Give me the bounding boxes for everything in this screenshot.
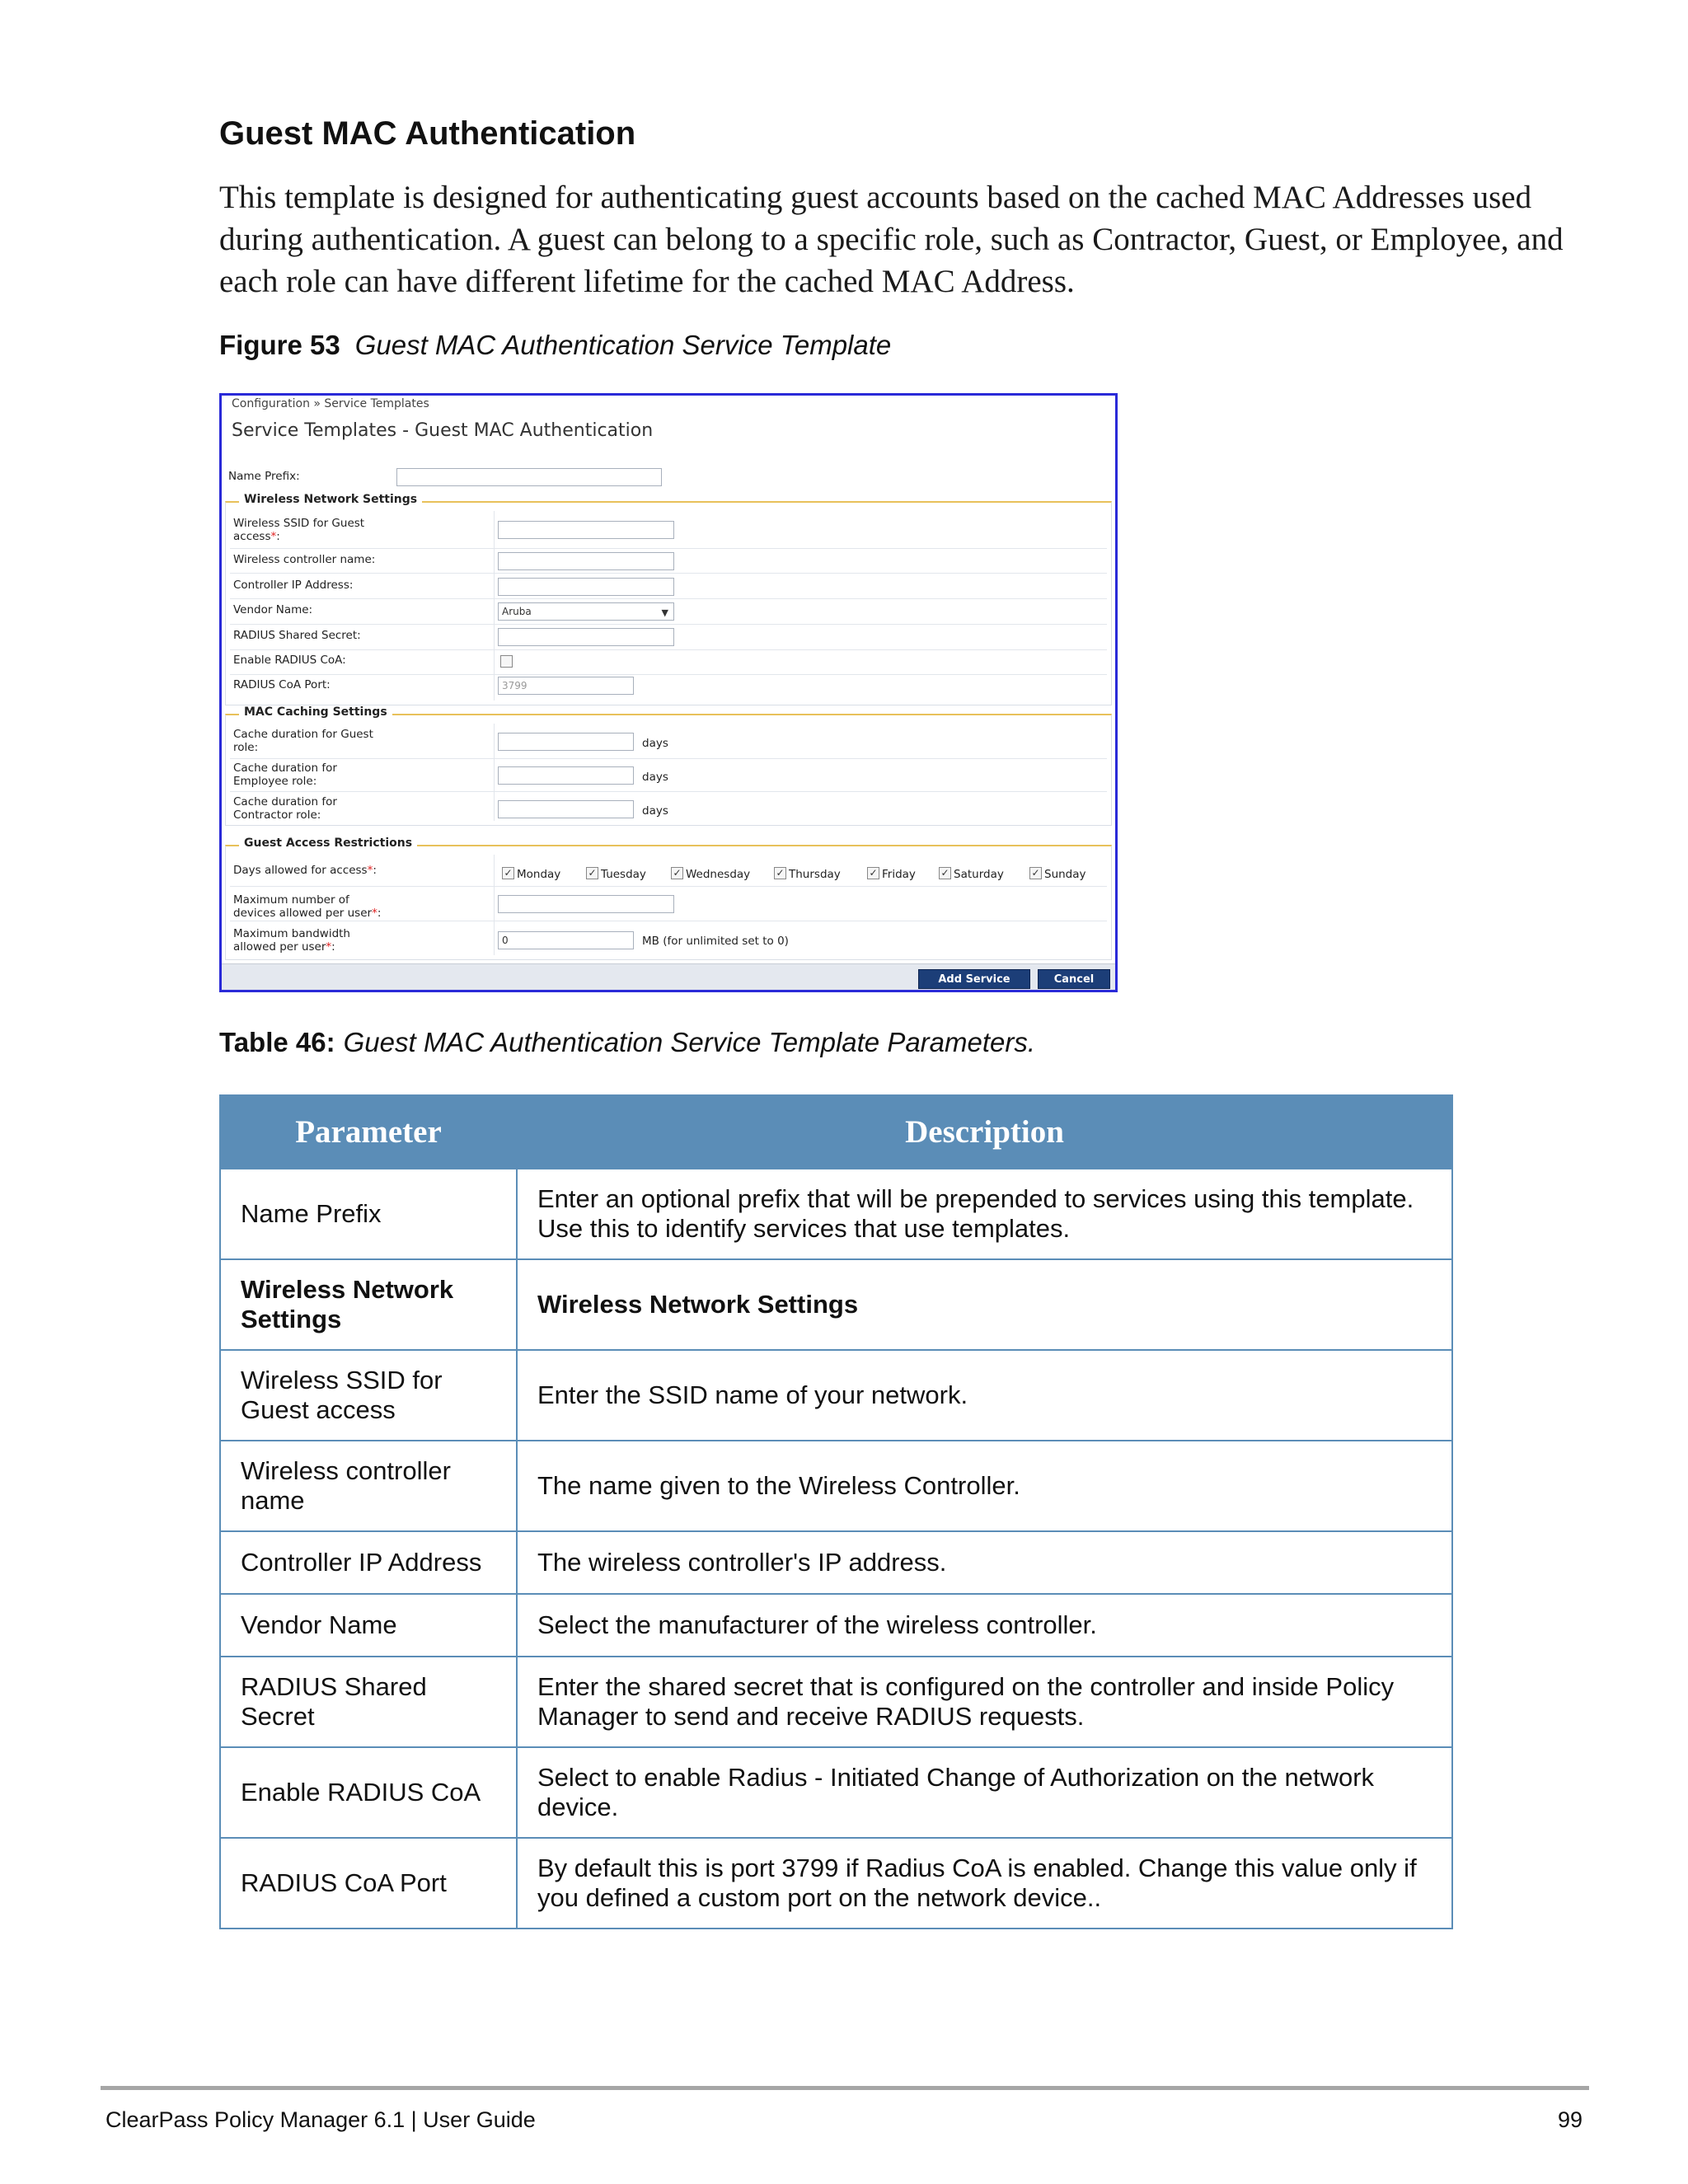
day-label: Tuesday <box>601 868 646 881</box>
contractor-cache-input[interactable] <box>498 800 634 818</box>
desc-cell: The wireless controller's IP address. <box>517 1531 1452 1594</box>
add-service-button[interactable]: Add Service <box>918 969 1030 989</box>
param-cell: Vendor Name <box>220 1594 517 1657</box>
vendor-select[interactable]: Aruba ▼ <box>498 602 674 621</box>
guest-cache-input[interactable] <box>498 733 634 751</box>
table-row <box>220 1594 1452 1657</box>
table-row <box>220 1169 1452 1259</box>
desc-cell: Enter an optional prefix that will be prepended to services using this template. Use this to identify services that use templates. <box>517 1169 1452 1259</box>
table-row <box>220 1531 1452 1594</box>
name-prefix-input[interactable] <box>396 468 662 486</box>
contractor-cache-label: Cache duration for Contractor role: <box>233 795 337 822</box>
footer-divider <box>101 2086 1589 2090</box>
checkbox-tuesday[interactable]: ✓ <box>586 867 598 879</box>
ssid-label: Wireless SSID for Guest access*: <box>233 517 365 543</box>
desc-cell: By default this is port 3799 if Radius CoA is enabled. Change this value only if you defined a custom port on the network device.. <box>517 1838 1452 1929</box>
page-number: 99 <box>1557 2107 1582 2132</box>
figure-title: Guest MAC Authentication Service Template <box>354 330 892 360</box>
checkbox-saturday[interactable]: ✓ <box>939 867 951 879</box>
ssid-input[interactable] <box>498 521 674 539</box>
parameters-table <box>219 1094 1453 1929</box>
desc-cell: Select the manufacturer of the wireless controller. <box>517 1594 1452 1657</box>
checkbox-thursday[interactable]: ✓ <box>774 867 786 879</box>
param-cell: Name Prefix <box>220 1169 517 1259</box>
day-label: Friday <box>882 868 916 881</box>
breadcrumb[interactable]: Configuration » Service Templates <box>232 397 429 410</box>
enable-coa-checkbox[interactable] <box>500 655 513 668</box>
controller-ip-input[interactable] <box>498 578 674 596</box>
table-row <box>220 1441 1452 1531</box>
day-label: Sunday <box>1044 868 1086 881</box>
radius-secret-label: RADIUS Shared Secret: <box>233 629 361 642</box>
controller-name-label: Wireless controller name: <box>233 553 376 566</box>
vendor-name-label: Vendor Name: <box>233 603 313 616</box>
guest-cache-label: Cache duration for Guest role: <box>233 728 373 754</box>
employee-cache-label: Cache duration for Employee role: <box>233 762 337 788</box>
service-template-screenshot <box>219 393 1118 992</box>
name-prefix-label: Name Prefix: <box>228 470 300 483</box>
chevron-down-icon: ▼ <box>661 607 668 618</box>
action-bar <box>222 963 1115 990</box>
checkbox-monday[interactable]: ✓ <box>502 867 514 879</box>
table-header-row <box>220 1095 1452 1169</box>
table-title: Guest MAC Authentication Service Template Parameters. <box>343 1027 1036 1057</box>
employee-cache-input[interactable] <box>498 766 634 785</box>
table-number: Table 46: <box>219 1027 335 1057</box>
column-header: Description <box>517 1095 1452 1169</box>
days-unit: days <box>642 771 668 784</box>
enable-coa-label: Enable RADIUS CoA: <box>233 654 346 667</box>
table-caption <box>219 1027 1035 1058</box>
day-label: Monday <box>517 868 561 881</box>
section-legend: MAC Caching Settings <box>239 705 392 719</box>
desc-cell: The name given to the Wireless Controller. <box>517 1441 1452 1531</box>
max-devices-label: Maximum number of devices allowed per user*: <box>233 893 382 920</box>
table-row <box>220 1350 1452 1441</box>
coa-port-input[interactable]: 3799 <box>498 677 634 695</box>
day-label: Saturday <box>954 868 1004 881</box>
intro-paragraph: This template is designed for authenticating guest accounts based on the cached MAC Addresses used during authentication. A guest can belong to a specific role, such as Contractor, Guest, or Employee, and each role can have different lifetime for the cached MAC Address. <box>219 180 1564 299</box>
max-bandwidth-label: Maximum bandwidth allowed per user*: <box>233 927 350 954</box>
column-header: Parameter <box>220 1095 517 1169</box>
day-label: Thursday <box>789 868 841 881</box>
page-title: Service Templates - Guest MAC Authentication <box>232 420 654 441</box>
section-legend: Guest Access Restrictions <box>239 837 417 850</box>
figure-number: Figure 53 <box>219 330 340 360</box>
cancel-button[interactable]: Cancel <box>1038 969 1110 989</box>
footer-title: ClearPass Policy Manager 6.1 | User Guide <box>106 2107 536 2132</box>
days-allowed-label: Days allowed for access*: <box>233 864 377 877</box>
param-cell: Wireless controller name <box>220 1441 517 1531</box>
param-cell: Enable RADIUS CoA <box>220 1747 517 1838</box>
section-heading: Guest MAC Authentication <box>219 115 636 152</box>
section-legend: Wireless Network Settings <box>239 493 422 506</box>
day-label: Wednesday <box>686 868 751 881</box>
table-row <box>220 1747 1452 1838</box>
checkbox-friday[interactable]: ✓ <box>867 867 879 879</box>
max-devices-input[interactable] <box>498 895 674 913</box>
coa-port-label: RADIUS CoA Port: <box>233 678 331 691</box>
days-unit: days <box>642 737 668 750</box>
param-cell: RADIUS CoA Port <box>220 1838 517 1929</box>
table-row <box>220 1259 1452 1350</box>
bandwidth-unit: MB (for unlimited set to 0) <box>642 935 789 948</box>
desc-cell: Enter the shared secret that is configured on the controller and inside Policy Manager to send and receive RADIUS requests. <box>517 1657 1452 1747</box>
days-unit: days <box>642 804 668 818</box>
param-cell: Wireless Network Settings <box>220 1259 517 1350</box>
param-cell: RADIUS Shared Secret <box>220 1657 517 1747</box>
table-row <box>220 1838 1452 1929</box>
radius-secret-input[interactable] <box>498 628 674 646</box>
max-bandwidth-input[interactable]: 0 <box>498 931 634 949</box>
table-row <box>220 1657 1452 1747</box>
param-cell: Controller IP Address <box>220 1531 517 1594</box>
desc-cell: Wireless Network Settings <box>517 1259 1452 1350</box>
controller-ip-label: Controller IP Address: <box>233 579 354 592</box>
controller-name-input[interactable] <box>498 552 674 570</box>
desc-cell: Enter the SSID name of your network. <box>517 1350 1452 1441</box>
checkbox-wednesday[interactable]: ✓ <box>671 867 683 879</box>
param-cell: Wireless SSID for Guest access <box>220 1350 517 1441</box>
checkbox-sunday[interactable]: ✓ <box>1029 867 1042 879</box>
figure-caption <box>219 330 891 361</box>
desc-cell: Select to enable Radius - Initiated Change of Authorization on the network device. <box>517 1747 1452 1838</box>
